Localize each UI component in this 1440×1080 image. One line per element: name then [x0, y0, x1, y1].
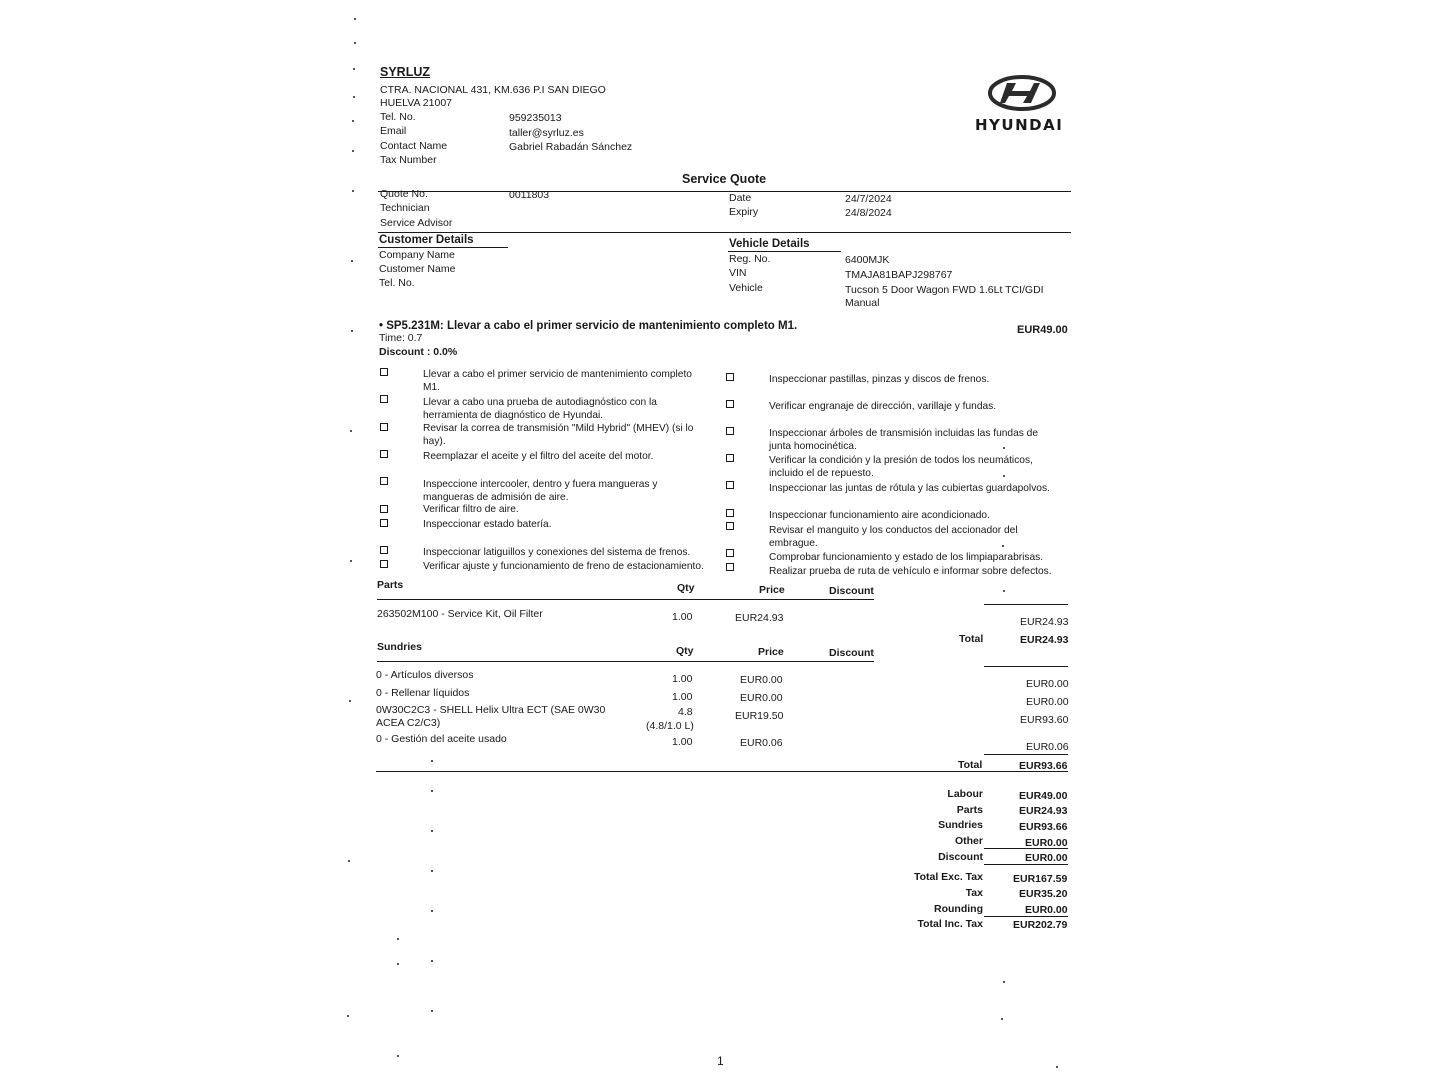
- sundry-qty: 4.8: [678, 706, 693, 718]
- checkbox-icon: [380, 368, 388, 376]
- checklist-item: Realizar prueba de ruta de vehículo e informar sobre defectos.: [769, 566, 1052, 577]
- checkbox-icon: [380, 560, 388, 568]
- sundry-amount: EUR0.06: [1026, 741, 1069, 753]
- vehicle-details-heading: Vehicle Details: [729, 238, 810, 250]
- checklist-item: Verificar engranaje de dirección, varillaje y fundas.: [769, 401, 997, 412]
- sundry-description-line2: ACEA C2/C3): [376, 717, 441, 729]
- customer-name-label: Customer Name: [379, 263, 456, 275]
- sundries-amount-divider: [984, 666, 1068, 667]
- checkbox-icon: [726, 400, 734, 408]
- checklist-item: Verificar la condición y la presión de todos los neumáticos, incluido el de repuesto.: [769, 455, 1033, 479]
- company-address-line2: HUELVA 21007: [380, 97, 452, 109]
- sundry-price: EUR0.00: [740, 674, 783, 686]
- document-title: Service Quote: [682, 172, 767, 186]
- customer-heading-underline: [378, 247, 508, 248]
- sundry-amount: EUR0.00: [1026, 696, 1069, 708]
- checklist-item: Inspeccionar las juntas de rótula y las cubiertas guardapolvos.: [769, 483, 1050, 494]
- checkbox-icon: [726, 373, 734, 381]
- service-advisor-label: Service Advisor: [380, 217, 453, 229]
- checkbox-icon: [380, 423, 388, 431]
- company-contact-label: Contact Name: [380, 140, 448, 152]
- parts-total-label: Total: [959, 633, 984, 645]
- service-time: Time: 0.7: [379, 332, 423, 344]
- vehicle-reg-value: 6400MJK: [845, 254, 890, 266]
- sundry-price: EUR0.06: [740, 737, 783, 749]
- sundries-qty-header: Qty: [676, 645, 694, 657]
- technician-label: Technician: [380, 202, 430, 214]
- company-contact-value: Gabriel Rabadán Sánchez: [509, 141, 633, 153]
- summary-value: EUR93.66: [1019, 821, 1068, 833]
- sundry-price: EUR19.50: [735, 710, 784, 722]
- summary-divider: [984, 864, 1068, 865]
- part-price: EUR24.93: [735, 612, 784, 624]
- sundries-price-header: Price: [758, 646, 784, 658]
- hyundai-emblem-icon: [972, 72, 1072, 114]
- sundry-qty: 1.00: [672, 673, 693, 685]
- service-title: • SP5.231M: Llevar a cabo el primer servicio de mantenimiento completo M1.: [379, 320, 798, 332]
- customer-tel-label: Tel. No.: [379, 277, 415, 289]
- date-label: Date: [729, 192, 752, 204]
- checkbox-icon: [726, 563, 734, 571]
- checklist-item: Inspeccionar pastillas, pinzas y discos de frenos.: [769, 374, 990, 385]
- checklist-item: Verificar filtro de aire.: [423, 504, 519, 515]
- parts-total-value: EUR24.93: [1020, 634, 1069, 646]
- parts-qty-header: Qty: [677, 582, 695, 594]
- service-price: EUR49.00: [1017, 324, 1068, 336]
- company-tel-value: 959235013: [509, 112, 562, 124]
- vehicle-transmission-value: Manual: [845, 297, 880, 309]
- vehicle-vin-label: VIN: [729, 267, 747, 279]
- company-tax-label: Tax Number: [380, 154, 437, 166]
- sundries-heading: Sundries: [377, 641, 422, 653]
- checkbox-icon: [380, 546, 388, 554]
- checklist-item: Inspeccionar funcionamiento aire acondicionado.: [769, 510, 990, 521]
- checklist-item: Inspeccionar árboles de transmisión incluidas las fundas de junta homocinética.: [769, 428, 1038, 452]
- summary-label: Total Exc. Tax: [913, 871, 983, 883]
- checkbox-icon: [380, 450, 388, 458]
- quote-no-value: 0011803: [509, 189, 550, 201]
- company-email-value: taller@syrluz.es: [509, 127, 584, 139]
- vehicle-model-label: Vehicle: [729, 282, 763, 294]
- expiry-value: 24/8/2024: [845, 207, 892, 219]
- expiry-label: Expiry: [729, 206, 759, 218]
- summary-value: EUR167.59: [1013, 873, 1068, 885]
- summary-value: EUR49.00: [1019, 790, 1068, 802]
- summary-label: Other: [954, 835, 983, 847]
- company-name: SYRLUZ: [380, 65, 430, 79]
- checkbox-icon: [726, 454, 734, 462]
- service-discount: Discount : 0.0%: [379, 346, 458, 358]
- checkbox-icon: [380, 519, 388, 527]
- sundries-total-divider: [984, 754, 1068, 755]
- details-divider: [378, 232, 1071, 233]
- summary-value: EUR0.00: [1025, 904, 1068, 916]
- company-email-label: Email: [380, 125, 407, 137]
- date-value: 24/7/2024: [845, 193, 892, 205]
- summary-divider: [984, 848, 1068, 849]
- checklist-item: Llevar a cabo el primer servicio de mantenimiento completo M1.: [423, 369, 692, 393]
- sundry-qty-detail: (4.8/1.0 L): [646, 720, 694, 732]
- sundries-discount-header: Discount: [829, 647, 874, 659]
- sundry-description: 0W30C2C3 - SHELL Helix Ultra ECT (SAE 0W30: [376, 704, 606, 716]
- summary-label: Parts: [956, 804, 983, 816]
- summary-value: EUR24.93: [1019, 805, 1068, 817]
- part-qty: 1.00: [672, 611, 693, 623]
- part-description: 263502M100 - Service Kit, Oil Filter: [377, 608, 543, 620]
- sundries-total-value: EUR93.66: [1019, 760, 1068, 772]
- checkbox-icon: [380, 505, 388, 513]
- checklist-item: Verificar ajuste y funcionamiento de freno de estacionamiento.: [423, 561, 704, 572]
- vehicle-heading-underline: [728, 251, 841, 252]
- summary-label: Labour: [947, 788, 983, 800]
- summary-label: Rounding: [934, 903, 983, 915]
- vehicle-model-value: Tucson 5 Door Wagon FWD 1.6Lt TCI/GDI: [845, 284, 1044, 296]
- parts-amount-divider: [984, 604, 1068, 605]
- summary-label: Discount: [938, 851, 983, 863]
- vehicle-vin-value: TMAJA81BAPJ298767: [845, 269, 953, 281]
- hyundai-logo: [972, 72, 1072, 136]
- company-tel-label: Tel. No.: [380, 111, 416, 123]
- summary-value: EUR35.20: [1019, 888, 1068, 900]
- checkbox-icon: [726, 509, 734, 517]
- checklist-item: Llevar a cabo una prueba de autodiagnóstico con la herramienta de diagnóstico de Hyundai.: [423, 397, 657, 421]
- sundries-header-divider: [377, 661, 874, 662]
- parts-header-divider: [377, 599, 874, 600]
- vehicle-reg-label: Reg. No.: [729, 253, 771, 265]
- parts-heading: Parts: [377, 579, 404, 591]
- sundry-qty: 1.00: [672, 691, 693, 703]
- parts-price-header: Price: [759, 584, 785, 596]
- sundry-description: 0 - Rellenar líquidos: [376, 687, 470, 699]
- table-end-divider: [376, 771, 1068, 772]
- company-address-line1: CTRA. NACIONAL 431, KM.636 P.I SAN DIEGO: [380, 84, 606, 96]
- checkbox-icon: [726, 522, 734, 530]
- checkbox-icon: [726, 427, 734, 435]
- sundry-price: EUR0.00: [740, 692, 783, 704]
- customer-company-label: Company Name: [379, 249, 455, 261]
- summary-value: EUR0.00: [1025, 837, 1068, 849]
- summary-value: EUR0.00: [1025, 852, 1068, 864]
- part-amount: EUR24.93: [1020, 616, 1069, 628]
- checkbox-icon: [380, 477, 388, 485]
- checkbox-icon: [726, 549, 734, 557]
- sundries-total-label: Total: [958, 759, 983, 771]
- summary-divider: [984, 916, 1068, 917]
- summary-label: Tax: [965, 887, 983, 899]
- checklist-item: Inspeccione intercooler, dentro y fuera mangueras y mangueras de admisión de aire.: [423, 479, 658, 503]
- sundry-amount: EUR93.60: [1020, 714, 1069, 726]
- customer-details-heading: Customer Details: [379, 234, 474, 246]
- checkbox-icon: [726, 481, 734, 489]
- sundry-qty: 1.00: [672, 736, 693, 748]
- checklist-item: Inspeccionar latiguillos y conexiones del sistema de frenos.: [423, 547, 691, 558]
- sundry-description: 0 - Artículos diversos: [376, 669, 474, 681]
- page-number: 1: [717, 1054, 724, 1068]
- sundry-amount: EUR0.00: [1026, 678, 1069, 690]
- checklist-item: Inspeccionar estado batería.: [423, 519, 552, 530]
- parts-discount-header: Discount: [829, 585, 874, 597]
- checklist-item: Comprobar funcionamiento y estado de los limpiaparabrisas.: [769, 552, 1044, 563]
- checklist-item: Revisar la correa de transmisión "Mild Hybrid" (MHEV) (si lo hay).: [423, 423, 694, 447]
- summary-value: EUR202.79: [1013, 919, 1068, 931]
- checklist-item: Revisar el manguito y los conductos del accionador del embrague.: [769, 525, 1018, 549]
- summary-label: Sundries: [938, 819, 983, 831]
- checkbox-icon: [380, 395, 388, 403]
- summary-label: Total Inc. Tax: [917, 918, 983, 930]
- title-divider: [378, 191, 1071, 192]
- hyundai-wordmark: HYUNDAI: [975, 116, 1064, 134]
- quote-no-label: Quote No.: [380, 188, 428, 200]
- checklist-item: Reemplazar el aceite y el filtro del aceite del motor.: [423, 451, 654, 462]
- sundry-description: 0 - Gestión del aceite usado: [376, 733, 507, 745]
